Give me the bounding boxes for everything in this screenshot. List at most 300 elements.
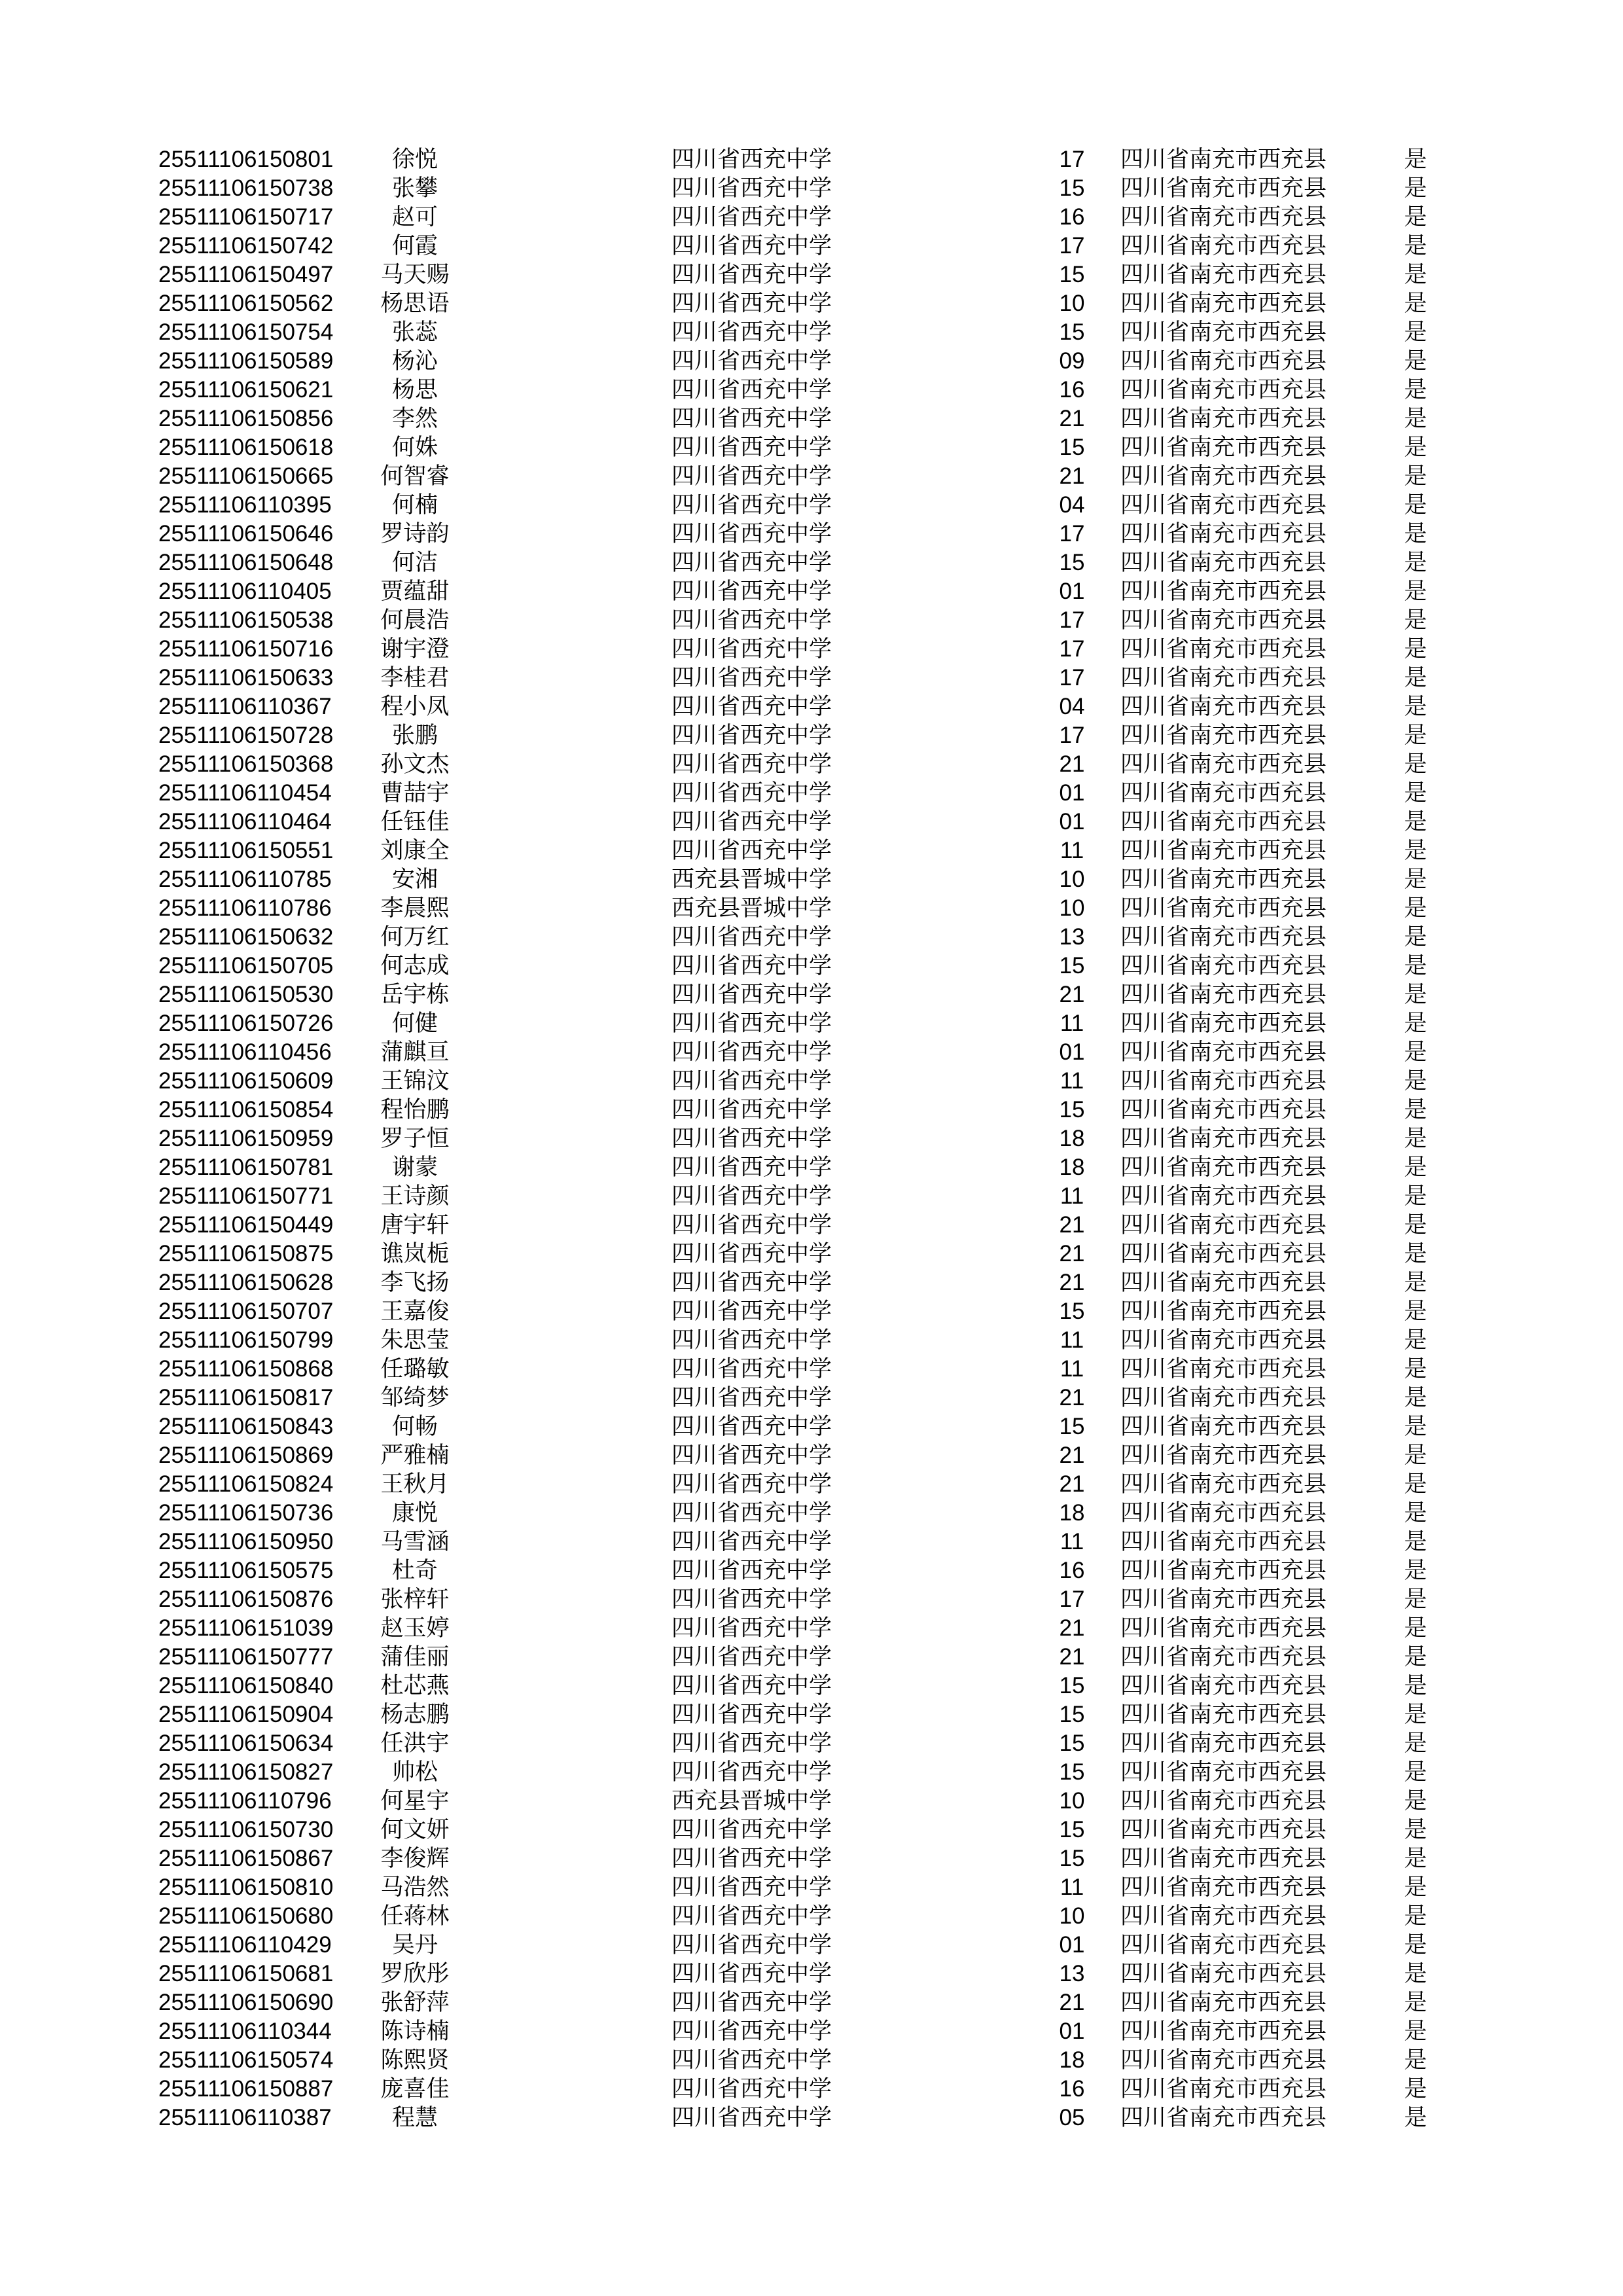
candidate-name-cell: 任钰佳 (380, 809, 450, 834)
code-cell: 17 (1059, 636, 1085, 662)
candidate-name-cell: 杨志鹏 (380, 1702, 450, 1727)
candidate-id-cell: 25511106150628 (158, 1270, 334, 1295)
table-row (0, 462, 1623, 491)
candidate-id-cell: 25511106150904 (158, 1702, 334, 1727)
district-cell: 四川省南充市西充县 (1120, 1788, 1327, 1814)
code-cell: 13 (1059, 924, 1085, 950)
district-cell: 四川省南充市西充县 (1120, 895, 1327, 921)
confirm-flag-cell: 是 (1404, 550, 1427, 575)
school-cell: 四川省西充中学 (671, 1183, 832, 1209)
district-cell: 四川省南充市西充县 (1120, 233, 1327, 259)
confirm-flag-cell: 是 (1404, 1241, 1427, 1266)
district-cell: 四川省南充市西充县 (1120, 751, 1327, 777)
code-cell: 21 (1059, 982, 1085, 1007)
school-cell: 四川省西充中学 (671, 723, 832, 748)
candidate-name-cell: 王锦汶 (380, 1068, 450, 1094)
table-row (0, 1758, 1623, 1787)
school-cell: 四川省西充中学 (671, 1414, 832, 1439)
school-cell: 四川省西充中学 (671, 780, 832, 806)
district-cell: 四川省南充市西充县 (1120, 204, 1327, 230)
district-cell: 四川省南充市西充县 (1120, 665, 1327, 691)
district-cell: 四川省南充市西充县 (1120, 1731, 1327, 1756)
school-cell: 四川省西充中学 (671, 492, 832, 518)
table-row (0, 721, 1623, 750)
candidate-name-cell: 张梓轩 (380, 1587, 450, 1612)
school-cell: 四川省西充中学 (671, 521, 832, 547)
candidate-name-cell: 孙文杰 (380, 751, 450, 777)
district-cell: 四川省南充市西充县 (1120, 780, 1327, 806)
confirm-flag-cell: 是 (1404, 579, 1427, 604)
candidate-id-cell: 25511106150876 (158, 1587, 334, 1612)
candidate-id-cell: 25511106150705 (158, 953, 334, 978)
table-row (0, 548, 1623, 577)
candidate-id-cell: 25511106150742 (158, 233, 334, 259)
confirm-flag-cell: 是 (1404, 665, 1427, 691)
confirm-flag-cell: 是 (1404, 1270, 1427, 1295)
confirm-flag-cell: 是 (1404, 1615, 1427, 1641)
table-row (0, 1412, 1623, 1441)
district-cell: 四川省南充市西充县 (1120, 463, 1327, 489)
code-cell: 10 (1059, 291, 1085, 316)
candidate-id-cell: 25511106151039 (158, 1615, 334, 1641)
code-cell: 17 (1059, 723, 1085, 748)
district-cell: 四川省南充市西充县 (1120, 1385, 1327, 1410)
candidate-name-cell: 杨思 (391, 377, 438, 403)
school-cell: 四川省西充中学 (671, 1702, 832, 1727)
code-cell: 21 (1059, 1385, 1085, 1410)
district-cell: 四川省南充市西充县 (1120, 406, 1327, 431)
candidate-id-cell: 25511106150754 (158, 319, 334, 345)
code-cell: 17 (1059, 521, 1085, 547)
table-row (0, 433, 1623, 462)
code-cell: 11 (1060, 1183, 1084, 1209)
candidate-id-cell: 25511106150817 (158, 1385, 334, 1410)
candidate-name-cell: 陈熙贤 (380, 2047, 450, 2073)
confirm-flag-cell: 是 (1404, 1644, 1427, 1670)
district-cell: 四川省南充市西充县 (1120, 1241, 1327, 1266)
school-cell: 四川省西充中学 (671, 233, 832, 259)
candidate-id-cell: 25511106150707 (158, 1299, 334, 1324)
candidate-id-cell: 25511106150538 (158, 607, 334, 633)
candidate-name-cell: 吴丹 (391, 1932, 438, 1958)
district-cell: 四川省南充市西充县 (1120, 550, 1327, 575)
code-cell: 15 (1059, 1731, 1085, 1756)
confirm-flag-cell: 是 (1404, 463, 1427, 489)
candidate-id-cell: 25511106150810 (158, 1874, 334, 1900)
school-cell: 四川省西充中学 (671, 1932, 832, 1958)
confirm-flag-cell: 是 (1404, 1327, 1427, 1353)
candidate-id-cell: 25511106110387 (158, 2105, 332, 2130)
table-row (0, 2075, 1623, 2104)
roster-table (0, 145, 1623, 2132)
confirm-flag-cell: 是 (1404, 435, 1427, 460)
code-cell: 15 (1059, 262, 1085, 287)
district-cell: 四川省南充市西充县 (1120, 521, 1327, 547)
district-cell: 四川省南充市西充县 (1120, 2018, 1327, 2044)
code-cell: 21 (1059, 1990, 1085, 2015)
district-cell: 四川省南充市西充县 (1120, 492, 1327, 518)
candidate-id-cell: 25511106150738 (158, 175, 334, 201)
candidate-name-cell: 程慧 (391, 2105, 438, 2130)
candidate-name-cell: 杨思语 (380, 291, 450, 316)
candidate-name-cell: 岳宇栋 (380, 982, 450, 1007)
candidate-id-cell: 25511106110429 (158, 1932, 332, 1958)
code-cell: 05 (1059, 2105, 1085, 2130)
district-cell: 四川省南充市西充县 (1120, 1500, 1327, 1526)
table-row (0, 923, 1623, 952)
school-cell: 四川省西充中学 (671, 1471, 832, 1497)
school-cell: 四川省西充中学 (671, 1731, 832, 1756)
candidate-id-cell: 25511106150551 (158, 838, 334, 863)
table-row (0, 2017, 1623, 2046)
table-row (0, 1729, 1623, 1758)
code-cell: 21 (1059, 1644, 1085, 1670)
candidate-id-cell: 25511106110796 (158, 1788, 332, 1814)
district-cell: 四川省南充市西充县 (1120, 1039, 1327, 1065)
code-cell: 01 (1059, 1039, 1085, 1065)
candidate-name-cell: 蒲麒亘 (380, 1039, 450, 1065)
school-cell: 四川省西充中学 (671, 1097, 832, 1122)
confirm-flag-cell: 是 (1404, 1558, 1427, 1583)
candidate-name-cell: 王嘉俊 (380, 1299, 450, 1324)
code-cell: 15 (1059, 1414, 1085, 1439)
school-cell: 四川省西充中学 (671, 2105, 832, 2130)
code-cell: 21 (1059, 463, 1085, 489)
school-cell: 四川省西充中学 (671, 1558, 832, 1583)
confirm-flag-cell: 是 (1404, 377, 1427, 403)
table-row (0, 1211, 1623, 1240)
confirm-flag-cell: 是 (1404, 694, 1427, 719)
district-cell: 四川省南充市西充县 (1120, 1558, 1327, 1583)
school-cell: 四川省西充中学 (671, 924, 832, 950)
candidate-name-cell: 谢宇澄 (380, 636, 450, 662)
district-cell: 四川省南充市西充县 (1120, 1702, 1327, 1727)
district-cell: 四川省南充市西充县 (1120, 1846, 1327, 1871)
candidate-id-cell: 25511106110395 (158, 492, 332, 518)
candidate-id-cell: 25511106150449 (158, 1212, 334, 1238)
confirm-flag-cell: 是 (1404, 809, 1427, 834)
confirm-flag-cell: 是 (1404, 1702, 1427, 1727)
candidate-name-cell: 陈诗楠 (380, 2018, 450, 2044)
candidate-name-cell: 程怡鹏 (380, 1097, 450, 1122)
table-row (0, 2104, 1623, 2132)
confirm-flag-cell: 是 (1404, 1097, 1427, 1122)
table-row (0, 1556, 1623, 1585)
confirm-flag-cell: 是 (1404, 1788, 1427, 1814)
confirm-flag-cell: 是 (1404, 1155, 1427, 1180)
code-cell: 11 (1060, 1529, 1084, 1554)
table-row (0, 577, 1623, 606)
confirm-flag-cell: 是 (1404, 1903, 1427, 1929)
school-cell: 四川省西充中学 (671, 579, 832, 604)
candidate-id-cell: 25511106150840 (158, 1673, 334, 1698)
candidate-name-cell: 何智睿 (380, 463, 450, 489)
table-row (0, 1844, 1623, 1873)
candidate-id-cell: 25511106150589 (158, 348, 334, 374)
candidate-id-cell: 25511106150633 (158, 665, 334, 691)
table-row (0, 2046, 1623, 2075)
code-cell: 17 (1059, 607, 1085, 633)
candidate-id-cell: 25511106150618 (158, 435, 334, 460)
candidate-id-cell: 25511106150736 (158, 1500, 334, 1526)
code-cell: 16 (1059, 377, 1085, 403)
school-cell: 四川省西充中学 (671, 291, 832, 316)
candidate-id-cell: 25511106150726 (158, 1011, 334, 1036)
candidate-id-cell: 25511106150530 (158, 982, 334, 1007)
district-cell: 四川省南充市西充县 (1120, 838, 1327, 863)
school-cell: 四川省西充中学 (671, 1903, 832, 1929)
candidate-name-cell: 罗子恒 (380, 1126, 450, 1151)
candidate-id-cell: 25511106150856 (158, 406, 334, 431)
district-cell: 四川省南充市西充县 (1120, 1615, 1327, 1641)
table-row (0, 1816, 1623, 1844)
district-cell: 四川省南充市西充县 (1120, 1903, 1327, 1929)
table-row (0, 145, 1623, 174)
school-cell: 四川省西充中学 (671, 1846, 832, 1871)
candidate-id-cell: 25511106150887 (158, 2076, 334, 2102)
confirm-flag-cell: 是 (1404, 1961, 1427, 1986)
table-row (0, 1153, 1623, 1182)
confirm-flag-cell: 是 (1404, 1068, 1427, 1094)
table-row (0, 1787, 1623, 1816)
candidate-name-cell: 何洁 (391, 550, 438, 575)
code-cell: 16 (1059, 1558, 1085, 1583)
candidate-name-cell: 严雅楠 (380, 1443, 450, 1468)
school-cell: 四川省西充中学 (671, 636, 832, 662)
table-row (0, 1470, 1623, 1499)
code-cell: 10 (1059, 1903, 1085, 1929)
candidate-name-cell: 何姝 (391, 435, 438, 460)
confirm-flag-cell: 是 (1404, 1039, 1427, 1065)
candidate-name-cell: 李飞扬 (380, 1270, 450, 1295)
candidate-id-cell: 25511106110367 (158, 694, 332, 719)
confirm-flag-cell: 是 (1404, 1299, 1427, 1324)
candidate-name-cell: 张舒萍 (380, 1990, 450, 2015)
candidate-name-cell: 杜奇 (391, 1558, 438, 1583)
table-row (0, 1960, 1623, 1988)
code-cell: 10 (1059, 867, 1085, 892)
candidate-id-cell: 25511106110785 (158, 867, 332, 892)
candidate-name-cell: 曹喆宇 (380, 780, 450, 806)
school-cell: 四川省西充中学 (671, 1241, 832, 1266)
code-cell: 18 (1059, 1155, 1085, 1180)
candidate-id-cell: 25511106150681 (158, 1961, 334, 1986)
confirm-flag-cell: 是 (1404, 204, 1427, 230)
code-cell: 18 (1059, 1126, 1085, 1151)
candidate-id-cell: 25511106150665 (158, 463, 334, 489)
confirm-flag-cell: 是 (1404, 1731, 1427, 1756)
district-cell: 四川省南充市西充县 (1120, 924, 1327, 950)
table-row (0, 808, 1623, 836)
candidate-name-cell: 罗诗韵 (380, 521, 450, 547)
school-cell: 四川省西充中学 (671, 694, 832, 719)
confirm-flag-cell: 是 (1404, 1471, 1427, 1497)
candidate-name-cell: 王秋月 (380, 1471, 450, 1497)
code-cell: 10 (1059, 1788, 1085, 1814)
candidate-id-cell: 25511106150368 (158, 751, 334, 777)
confirm-flag-cell: 是 (1404, 751, 1427, 777)
candidate-name-cell: 赵玉婷 (380, 1615, 450, 1641)
confirm-flag-cell: 是 (1404, 1874, 1427, 1900)
district-cell: 四川省南充市西充县 (1120, 1270, 1327, 1295)
code-cell: 15 (1059, 435, 1085, 460)
candidate-id-cell: 25511106150562 (158, 291, 334, 316)
confirm-flag-cell: 是 (1404, 348, 1427, 374)
district-cell: 四川省南充市西充县 (1120, 348, 1327, 374)
district-cell: 四川省南充市西充县 (1120, 1443, 1327, 1468)
school-cell: 四川省西充中学 (671, 982, 832, 1007)
district-cell: 四川省南充市西充县 (1120, 1961, 1327, 1986)
code-cell: 15 (1059, 175, 1085, 201)
confirm-flag-cell: 是 (1404, 1673, 1427, 1698)
school-cell: 西充县晋城中学 (671, 895, 832, 921)
confirm-flag-cell: 是 (1404, 1183, 1427, 1209)
confirm-flag-cell: 是 (1404, 1932, 1427, 1958)
district-cell: 四川省南充市西充县 (1120, 636, 1327, 662)
district-cell: 四川省南充市西充县 (1120, 1471, 1327, 1497)
school-cell: 四川省西充中学 (671, 1212, 832, 1238)
confirm-flag-cell: 是 (1404, 1587, 1427, 1612)
table-row (0, 491, 1623, 520)
school-cell: 四川省西充中学 (671, 435, 832, 460)
confirm-flag-cell: 是 (1404, 895, 1427, 921)
code-cell: 10 (1059, 895, 1085, 921)
school-cell: 四川省西充中学 (671, 953, 832, 978)
table-row (0, 1096, 1623, 1124)
code-cell: 01 (1059, 780, 1085, 806)
school-cell: 四川省西充中学 (671, 1587, 832, 1612)
table-row (0, 1614, 1623, 1643)
candidate-id-cell: 25511106150950 (158, 1529, 334, 1554)
district-cell: 四川省南充市西充县 (1120, 2047, 1327, 2073)
candidate-id-cell: 25511106150801 (158, 147, 334, 172)
school-cell: 四川省西充中学 (671, 1126, 832, 1151)
code-cell: 11 (1060, 838, 1084, 863)
district-cell: 四川省南充市西充县 (1120, 1587, 1327, 1612)
district-cell: 四川省南充市西充县 (1120, 723, 1327, 748)
table-row (0, 635, 1623, 664)
candidate-name-cell: 李然 (391, 406, 438, 431)
candidate-id-cell: 25511106150609 (158, 1068, 334, 1094)
school-cell: 四川省西充中学 (671, 1011, 832, 1036)
table-row (0, 1528, 1623, 1556)
table-row (0, 174, 1623, 203)
district-cell: 四川省南充市西充县 (1120, 2076, 1327, 2102)
school-cell: 四川省西充中学 (671, 665, 832, 691)
district-cell: 四川省南充市西充县 (1120, 809, 1327, 834)
candidate-name-cell: 任璐敏 (380, 1356, 450, 1382)
candidate-id-cell: 25511106150646 (158, 521, 334, 547)
candidate-id-cell: 25511106150716 (158, 636, 334, 662)
confirm-flag-cell: 是 (1404, 147, 1427, 172)
school-cell: 四川省西充中学 (671, 607, 832, 633)
district-cell: 四川省南充市西充县 (1120, 1155, 1327, 1180)
candidate-name-cell: 王诗颜 (380, 1183, 450, 1209)
confirm-flag-cell: 是 (1404, 1126, 1427, 1151)
candidate-name-cell: 罗欣彤 (380, 1961, 450, 1986)
candidate-id-cell: 25511106150717 (158, 204, 334, 230)
confirm-flag-cell: 是 (1404, 780, 1427, 806)
code-cell: 11 (1060, 1356, 1084, 1382)
district-cell: 四川省南充市西充县 (1120, 1529, 1327, 1554)
school-cell: 四川省西充中学 (671, 1443, 832, 1468)
district-cell: 四川省南充市西充县 (1120, 319, 1327, 345)
candidate-name-cell: 马浩然 (380, 1874, 450, 1900)
candidate-name-cell: 张鹏 (391, 723, 438, 748)
candidate-id-cell: 25511106150824 (158, 1471, 334, 1497)
school-cell: 四川省西充中学 (671, 319, 832, 345)
table-row (0, 1067, 1623, 1096)
table-row (0, 318, 1623, 347)
district-cell: 四川省南充市西充县 (1120, 291, 1327, 316)
table-row (0, 894, 1623, 923)
candidate-name-cell: 程小凤 (380, 694, 450, 719)
table-row (0, 1326, 1623, 1355)
school-cell: 四川省西充中学 (671, 1356, 832, 1382)
school-cell: 四川省西充中学 (671, 1500, 832, 1526)
code-cell: 17 (1059, 233, 1085, 259)
district-cell: 四川省南充市西充县 (1120, 982, 1327, 1007)
table-row (0, 1499, 1623, 1528)
code-cell: 15 (1059, 550, 1085, 575)
candidate-name-cell: 李晨熙 (380, 895, 450, 921)
school-cell: 四川省西充中学 (671, 1039, 832, 1065)
candidate-id-cell: 25511106110344 (158, 2018, 332, 2044)
confirm-flag-cell: 是 (1404, 2018, 1427, 2044)
code-cell: 15 (1059, 1817, 1085, 1842)
district-cell: 四川省南充市西充县 (1120, 694, 1327, 719)
district-cell: 四川省南充市西充县 (1120, 1183, 1327, 1209)
candidate-id-cell: 25511106110405 (158, 579, 332, 604)
code-cell: 01 (1059, 2018, 1085, 2044)
candidate-id-cell: 25511106110454 (158, 780, 332, 806)
candidate-id-cell: 25511106150843 (158, 1414, 334, 1439)
candidate-name-cell: 帅松 (391, 1759, 438, 1785)
candidate-id-cell: 25511106150621 (158, 377, 334, 403)
school-cell: 四川省西充中学 (671, 1529, 832, 1554)
school-cell: 四川省西充中学 (671, 1817, 832, 1842)
school-cell: 四川省西充中学 (671, 348, 832, 374)
code-cell: 01 (1059, 1932, 1085, 1958)
school-cell: 四川省西充中学 (671, 1385, 832, 1410)
table-row (0, 664, 1623, 692)
district-cell: 四川省南充市西充县 (1120, 377, 1327, 403)
table-row (0, 203, 1623, 232)
confirm-flag-cell: 是 (1404, 262, 1427, 287)
school-cell: 四川省西充中学 (671, 1990, 832, 2015)
district-cell: 四川省南充市西充县 (1120, 1126, 1327, 1151)
school-cell: 四川省西充中学 (671, 2047, 832, 2073)
district-cell: 四川省南充市西充县 (1120, 1011, 1327, 1036)
candidate-id-cell: 25511106110786 (158, 895, 332, 921)
school-cell: 四川省西充中学 (671, 1961, 832, 1986)
candidate-name-cell: 安湘 (391, 867, 438, 892)
district-cell: 四川省南充市西充县 (1120, 1759, 1327, 1785)
district-cell: 四川省南充市西充县 (1120, 1990, 1327, 2015)
candidate-name-cell: 唐宇轩 (380, 1212, 450, 1238)
table-row (0, 1182, 1623, 1211)
candidate-name-cell: 邹绮梦 (380, 1385, 450, 1410)
candidate-name-cell: 何晨浩 (380, 607, 450, 633)
candidate-name-cell: 朱思莹 (380, 1327, 450, 1353)
confirm-flag-cell: 是 (1404, 924, 1427, 950)
table-row (0, 1873, 1623, 1902)
school-cell: 四川省西充中学 (671, 1068, 832, 1094)
code-cell: 01 (1059, 809, 1085, 834)
table-row (0, 376, 1623, 404)
candidate-id-cell: 25511106110456 (158, 1039, 332, 1065)
code-cell: 21 (1059, 1270, 1085, 1295)
